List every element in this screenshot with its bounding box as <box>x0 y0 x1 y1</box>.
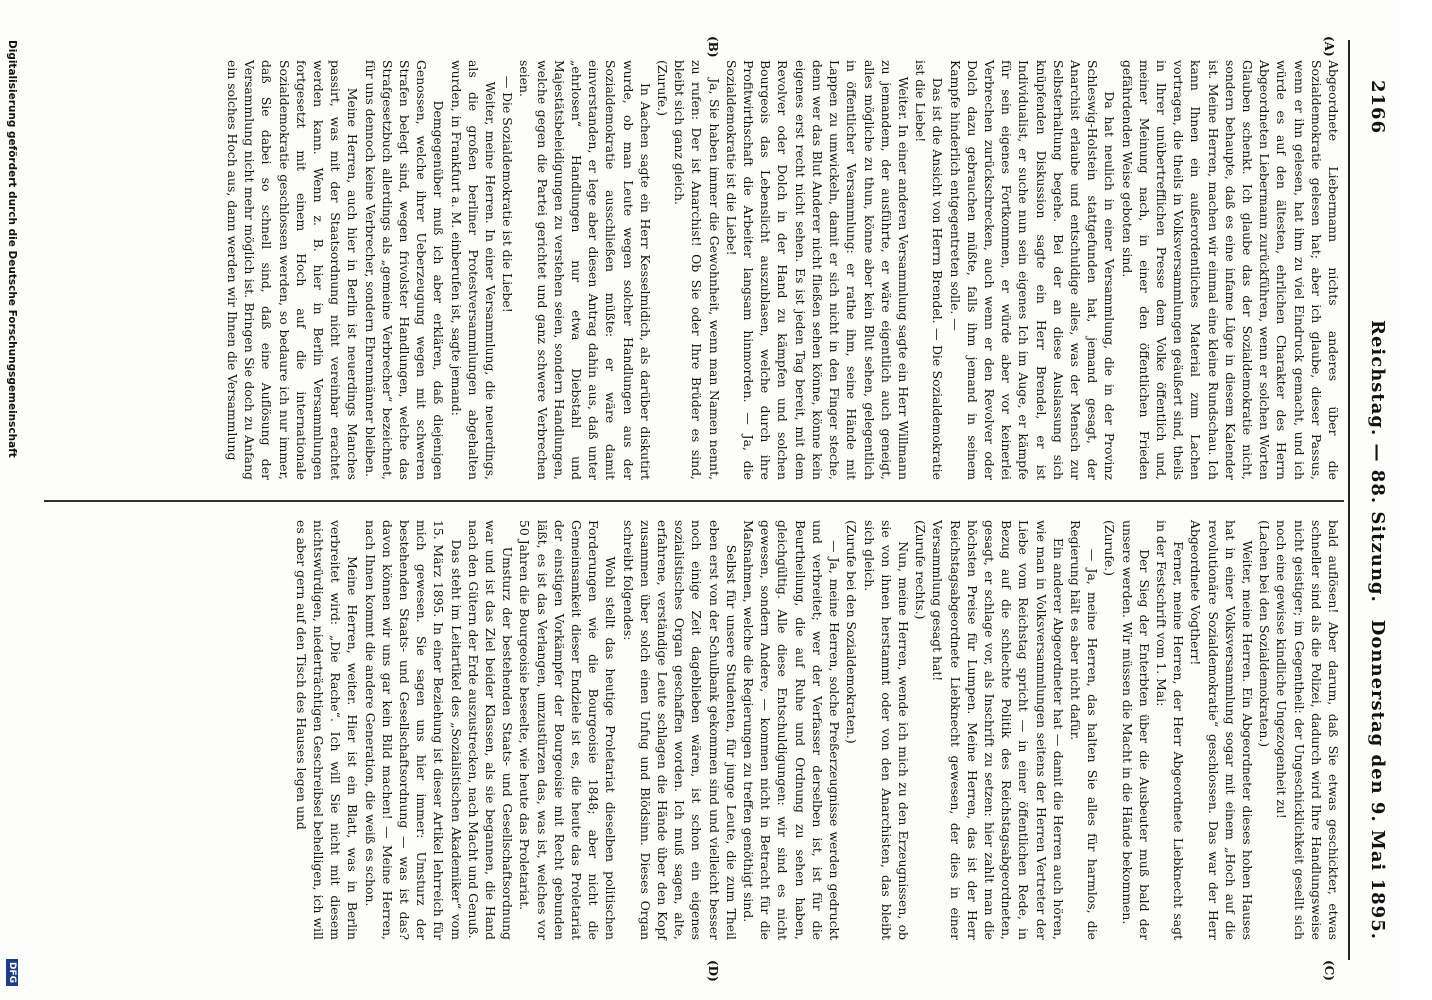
margin-marker-a: (A) <box>1322 36 1336 57</box>
left-text-column: Abgeordnete Liebermann nichts anderes über die Sozialdemokratie gelesen hat; aber ich glaube, dieser Passus, wenn er ihn gelesen, hat ihm zu viel Eindruck gemacht, und ich würde es auf den ältesten, ehrlichen Charakter des Herrn Abgeordneten Liebermann zurückführen, wenn er solchen Worten Glauben schenkt. Ich glaube das der Sozialdemokratie nicht, sondern behaupte, daß es eine infame Lüge in diesem Kalender ist. Meine Herren, machen wir einmal eine kleine Rundschau. Ich kann Ihnen ein außerordentliches Material zum Lachen vortragen, die theils in Volksversammlungen geäußert sind, theils in Ihrer unübertrefflichen Presse dem Volke öffentlich und, meiner Meinung nach, in einer den öffentlichen Frieden gefährdenden Weise geboten sind. Da hat neulich in einer Versammlung, die in der Provinz Schleswig-Holstein stattgefunden hat, jemand gesagt, der Anarchist erlaube und entschuldige alles, was der Mensch zur Selbsterhaltung begehe. Bei der an diese Auslassung sich knüpfenden Diskussion sagte ein Herr Brendel, er ist Individualist, er suche nun sein eigenes Ich im Auge, er kämpfe für sein eigenes Fortkommen, er würde aber vor keinerlei Verbrechen zurückschrecken, auch wenn er den Revolver oder Dolch dazu gebrauchen müßte, falls ihm jemand in seinem Kampfe hinderlich entgegentreten solle. — Das ist die Ansicht von Herrn Brendel. — Die Sozialdemokratie ist die Liebe! Weiter. In einer anderen Versammlung sagte ein Herr Willmann zu jemandem, der ausführte, er wäre eigentlich auch geneigt, alles mögliche zu thun, könne aber kein Blut sehen, gelegentlich in öffentlicher Versammlung: er rathe ihm, seine Hände mit Lappen zu umwickeln, damit er sich nicht in den Finger steche, denn wer das Blut Anderer nicht fließen sehen könne, könne kein eigenes erst recht nicht sehen. Es ist jeden Tag bereit, mit dem Revolver oder Dolch in der Hand zu kämpfen und solchen Bourgeois das Lebenslicht auszublasen, welche durch ihre Profitwirthschaft die Arbeiter langsam hinmorden. — Ja, die Sozialdemokratie ist die Liebe! Ja, Sie haben immer die Gewohnheit, wenn man Namen nennt, zu rufen: Der ist Anarchist! Ob Sie oder Ihre Brüder es sind, bleibt sich ganz gleich. (Zurufe.) In Aachen sagte ein Herr Kesselmidich, als darüber diskutirt wurde, ob man Leute wegen solcher Handlungen aus der Sozialdemokratie ausschließen müßte: er wäre damit einverstanden, er lege aber diesen Antrag dahin aus, daß unter „ehrlosen“ Handlungen nur etwa Diebstahl und Majestätsbeleidigungen zu verstehen seien, sondern Handlungen, welche gegen die Partei gerichtet und ganz schwere Verbrechen seien. — Die Sozialdemokratie ist die Liebe! Weiter, meine Herren. In einer Versammlung, die neuerdings, als die großen berliner Protestversammlungen abgehalten wurden, in Frankfurt a. M. einberufen ist, sagte jemand: Demgegenüber muß ich aber erklären, daß diejenigen Genossen, welche ihrer Ueberzeugung wegen mit schweren Strafen belegt sind, wegen frivolster Handlungen, welche das Strafgesetzbuch allerdings als „gemeine Verbrecher“ bezeichnet, für uns dennoch keine Verbrecher, sondern Ehrenmänner bleiben. Meine Herren, auch hier in Berlin ist neuerdings Manches passirt, was mit der Staatsordnung nicht vereinbar erachtet werden kann. Wenn z. B. hier in Berlin Versammlungen fortgesetzt mit einem Hoch auf die internationale Sozialdemokratie geschlossen werden, so bedaure ich nur immer, daß Sie dabei so schnell sind, daß eine Auflösung der Versammlung nicht mehr möglich ist. Bringen Sie doch zu Anfang ein solches Hoch aus, dann werden wir Ihnen die Versammlung <box>225 60 1341 480</box>
digitization-note: Digitalisierung gefördert durch die Deutsche Forschungsgemeinschaft <box>6 40 18 458</box>
page-number: 2166 <box>1367 80 1388 135</box>
margin-marker-c: (C) <box>1322 960 1336 981</box>
right-text-column: bald auflösen! Aber darum, daß Sie etwas geschickter, etwas schneller sind als die Polizei, dadurch wird Ihre Handlungsweise nicht geistiger; im Gegentheil: der Ungeschicklichkeit gesellt sich noch eine gewisse kindliche Ungezogenheit zu! (Lachen bei den Sozialdemokraten.) Weiter, meine Herren. Ein Abgeordneter dieses hohen Hauses hat in einer Volksversammlung sogar mit einem „Hoch auf die revolutionäre Sozialdemokratie“ geschlossen. Das war der Herr Abgeordnete Vogtherr! Ferner, meine Herren, der Herr Abgeordnete Liebknecht sagt in der Festschrift vom 1. Mai: Der Sieg der Enterbten über die Ausbeuter muß bald der unsere werden. Wir müssen die Macht in die Hände bekommen. (Zurufe.) — Ja, meine Herren, das halten Sie alles für harmlos, die Regierung hält es aber nicht dafür. Ein anderer Abgeordneter hat — damit die Herren auch hören, wie man in Volksversammlungen seitens der Herren Vertreter der Liebe vom Reichstag spricht — in einer öffentlichen Rede, in Bezug auf die schlechte Politik des Reichstagsabgeordneten, gesagt, er schlage vor, als Inschrift zu setzen: hier zahlt man die höchsten Preise für Lumpen. Meine Herren, das ist der Herr Reichstagsabgeordnete Liebknecht gewesen, der dies in einer Versammlung gesagt hat! (Zurufe rechts.) Nun, meine Herren, wende ich mich zu den Erzeugnissen, ob sie von ihnen herstammt oder von den Anarchisten, das bleibt sich gleich. (Zurufe bei den Sozialdemokraten.) — Ja, meine Herren, solche Preßerzeugnisse werden gedruckt und verbreitet; wer der Verfasser derselben ist, ist für die Beurtheilung, die auf Ruhe und Ordnung zu sehen haben, gleichgültig. Alle diese Entschuldigungen: wir sind es nicht gewesen, sondern Andere, — kommen nicht in Betracht für die Maßnahmen, welche die Regierungen zu treffen genöthigt sind. Selbst für unsere Studenten, für junge Leute, die zum Theil eben erst von der Schulbank gekommen sind und vielleicht besser noch einige Zeit dageblieben wären, ist schon ein eigenes sozialistisches Organ geschaffen worden. Ich muß sagen, alte, erfahrene, verständige Leute schlagen die Hände über den Kopf zusammen über solch einen Unfug und Blödsinn. Dieses Organ schreibt folgendes: Wohl stellt das heutige Proletariat dieselben politischen Forderungen wie die Bourgeoisie 1848; aber nicht die Gemeinsamkeit dieser Endziele ist es, die heute das Proletariat der einstigen Vorkämpfer der Bourgeoisie mit Recht gebunden läßt, es ist das Verlangen, umzustürzen das, was ist, welches vor 50 Jahren die Bourgeoisie beseelte, wie heute das Proletariat. Umsturz der bestehenden Staats- und Gesellschaftsordnung war und ist das Ziel beider Klassen, als sie begannen, die Hand nach den Gütern der Erde auszustrecken, nach Macht und Genuß. Das steht im Leitartikel des „Sozialistischen Akademiker“ vom 15. März 1895. In einer Beziehung ist dieser Artikel lehrreich für mich gewesen. Sie sagen uns hier immer: Umsturz der bestehenden Staats- und Gesellschaftsordnung — was ist das? davon können wir uns gar kein Bild machen! — Meine Herren, nach Ihnen kommt die andere Generation, die weiß es schon. Meine Herren, weiter. Hier ist ein Blatt, was in Berlin verbreitet wird: „Die Rache“. Ich will Sie nicht mit diesem nichtswürdigen, niederträchtigen Geschreibsel behelligen, ich will es aber gern auf den Tisch des Hauses legen und <box>293 520 1341 940</box>
session-date: Donnerstag den 9. Mai 1895. <box>1367 619 1388 940</box>
page-header <box>1354 40 1394 960</box>
page-title: Reichstag. — 88. Sitzung. <box>1367 320 1388 603</box>
column-divider <box>44 500 1344 502</box>
margin-marker-b: (B) <box>706 36 720 58</box>
dfg-logo: DFG <box>6 959 18 986</box>
header-rule <box>1348 40 1350 960</box>
margin-marker-d: (D) <box>706 960 720 982</box>
